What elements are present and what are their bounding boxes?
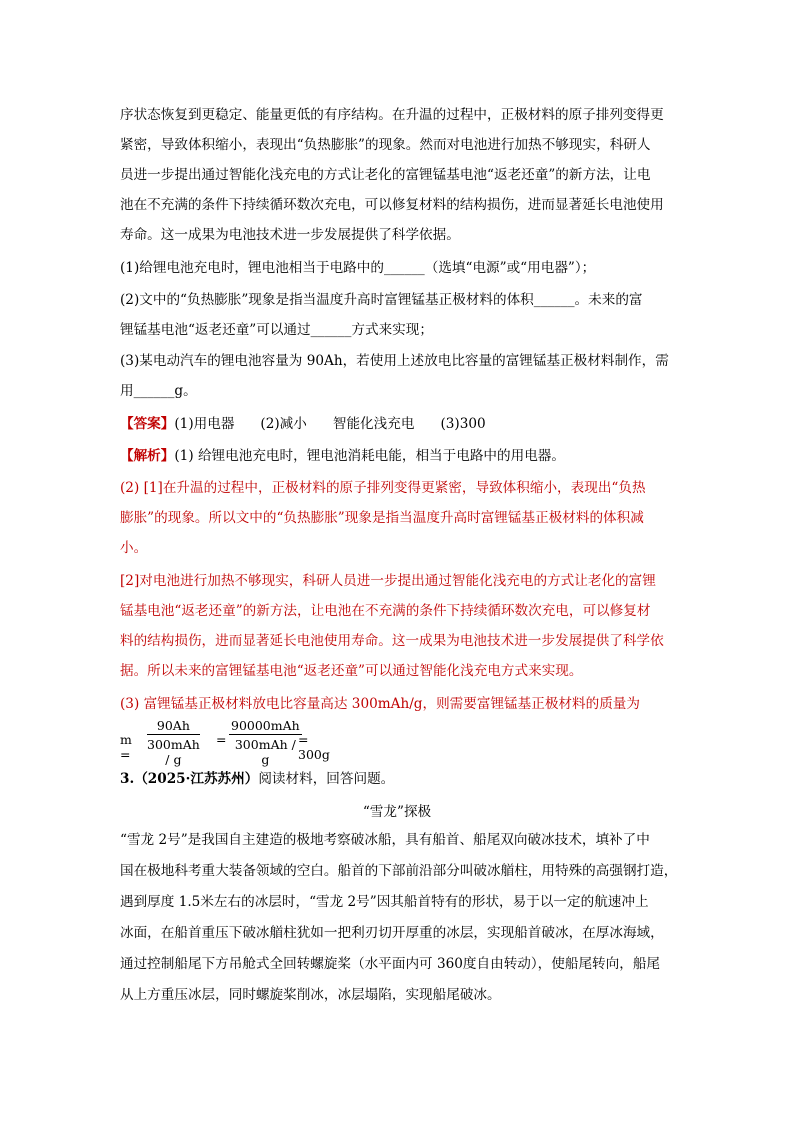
analysis-line-5: [2]对电池进行加热不够现实，科研人员进一步提出通过智能化浅充电的方式让老化的富锂 — [120, 573, 656, 589]
fraction-1-denominator: 300mAh / g — [147, 737, 200, 767]
answer-tag: 【答案】 — [120, 416, 175, 432]
passage-line: 寿命。这一成果为电池技术进一步发展提供了科学依据。 — [120, 227, 460, 243]
passage-line: 池在不充满的条件下持续循环数次充电，可以修复材料的结构损伤，进而显著延长电池使用 — [120, 197, 664, 213]
analysis-line-7: 料的结构损伤，进而显著延长电池使用寿命。这一成果为电池技术进一步发展提供了科学依 — [120, 633, 664, 649]
analysis-line-6: 锰基电池“返老还童”的新方法，让电池在不充满的条件下持续循环数次充电，可以修复材 — [120, 603, 651, 619]
reading-line: “雪龙 2号”是我国自主建造的极地考察破冰船，具有船首、船尾双向破冰技术，填补了中 — [120, 832, 650, 848]
q3-source: （2025·江苏苏州） — [134, 771, 259, 787]
q3-instruction: 阅读材料，回答问题。 — [258, 771, 395, 787]
reading-line: 遇到厚度 1.5米左右的冰层时，“雪龙 2号”因其船首特有的形状，易于以一定的航速冲上 — [120, 894, 649, 910]
formula-result: = 300g — [298, 732, 330, 762]
passage-line: 紧密，导致体积缩小，表现出“负热膨胀”的现象。然而对电池进行加热不够现实，科研人 — [120, 137, 651, 153]
analysis-line-8: 据。所以未来的富锂锰基电池“返老还童”可以通过智能化浅充电方式来实现。 — [120, 663, 583, 679]
answer-row — [120, 414, 486, 434]
q3-heading — [120, 769, 394, 789]
passage-line: 员进一步提出通过智能化浅充电的方式让老化的富锂锰基电池“返老还童”的新方法，让电 — [120, 167, 651, 183]
question-3-line-2: 用______g。 — [120, 383, 197, 399]
fraction-1 — [147, 718, 200, 767]
fraction-2-numerator: 90000mAh — [231, 718, 300, 733]
reading-title: “雪龙”探极 — [362, 804, 432, 820]
analysis-line-4: 小。 — [120, 540, 148, 556]
question-3-line-1: (3)某电动汽车的锂电池容量为 90Ah，若使用上述放电比容量的富锂锰基正极材料制作，需 — [120, 353, 669, 369]
analysis-text: (1) 给锂电池充电时，锂电池消耗电能，相当于电路中的用电器。 — [174, 448, 565, 464]
question-1: (1)给锂电池充电时，锂电池相当于电路中的______（选填“电源”或“用电器”）； — [120, 260, 596, 276]
reading-line: 国在极地科考重大装备领域的空白。船首的下部前沿部分叫破冰艏柱，用特殊的高强钢打造， — [120, 863, 678, 879]
analysis-tag: 【解析】 — [120, 448, 175, 464]
analysis-line-9: (3) 富锂锰基正极材料放电比容量高达 300mAh/g，则需要富锂锰基正极材料的质量为 — [120, 696, 640, 712]
reading-line: 冰面，在船首重压下破冰艏柱犹如一把利刃切开厚重的冰层，实现船首破冰，在厚冰海域， — [120, 925, 664, 941]
passage-line: 序状态恢复到更稳定、能量更低的有序结构。在升温的过程中，正极材料的原子排列变得更 — [120, 107, 664, 123]
reading-line: 从上方重压冰层，同时螺旋桨削冰，冰层塌陷，实现船尾破冰。 — [120, 987, 501, 1003]
answer-1: (1)用电器 — [174, 416, 235, 432]
answer-3: (3)300 — [440, 416, 486, 432]
formula-m: m = — [120, 732, 132, 762]
answer-2: (2)减小 — [260, 416, 307, 432]
analysis-line-3: 膨胀”的现象。所以文中的“负热膨胀”现象是指当温度升高时富锂锰基正极材料的体积减 — [120, 510, 644, 526]
formula-equals: = — [216, 732, 227, 747]
q3-number: 3. — [120, 771, 135, 787]
analysis-line-1 — [120, 446, 565, 466]
fraction-1-numerator: 90Ah — [147, 718, 200, 735]
fraction-2-denominator: 300mAh / g — [234, 737, 296, 767]
answer-2b: 智能化浅充电 — [332, 416, 415, 432]
analysis-line-2: (2) [1]在升温的过程中，正极材料的原子排列变得更紧密，导致体积缩小，表现出“负热 — [120, 480, 646, 496]
question-2-line-1: (2)文中的“负热膨胀”现象是指当温度升高时富锂锰基正极材料的体积______。未来的富 — [120, 292, 643, 308]
fraction-2 — [229, 718, 302, 767]
reading-line: 通过控制船尾下方吊舱式全回转螺旋桨（水平面内可 360度自由转动），使船尾转向，船尾 — [120, 956, 661, 972]
question-2-line-2: 锂锰基电池“返老还童”可以通过______方式来实现； — [120, 322, 433, 338]
